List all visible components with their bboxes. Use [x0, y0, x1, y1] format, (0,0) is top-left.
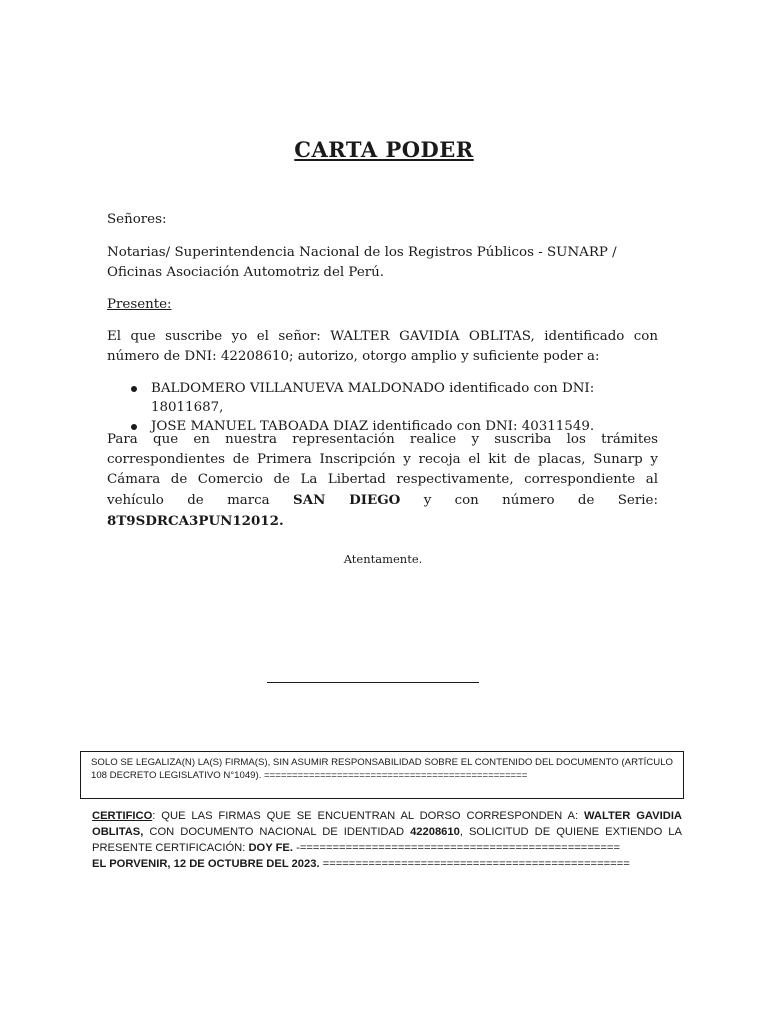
cert-text-1: : QUE LAS FIRMAS QUE SE ENCUENTRAN AL DORSO CORRESPONDEN A: — [152, 810, 584, 822]
legal-notice-box — [80, 751, 684, 799]
attorney-1: BALDOMERO VILLANUEVA MALDONADO identificado con DNI: 18011687, — [151, 381, 595, 415]
vehicle-brand: SAN DIEGO — [293, 492, 401, 508]
cert-label: CERTIFICO — [92, 810, 153, 822]
purpose-paragraph — [107, 430, 658, 532]
cert-dni: 42208610 — [410, 826, 460, 838]
cert-text-2: CON DOCUMENTO NACIONAL DE IDENTIDAD — [143, 826, 411, 838]
vehicle-serie: 8T9SDRCA3PUN12012. — [107, 513, 284, 529]
purpose-text: Para que en nuestra representación realice y suscriba los trámites correspondientes de Primera Inscripción y recoja el kit de placas, Sunarp y Cámara de Comercio de La Libertad respectivamente, correspondiente al vehículo de marca — [107, 432, 658, 508]
cert-name: WALTER GAVIDIA OBLITAS, — [92, 810, 683, 838]
serie-text: y con número de Serie: — [423, 493, 658, 508]
attorneys-list — [107, 379, 667, 436]
signature-line — [267, 682, 479, 683]
cert-place-date: EL PORVENIR, 12 DE OCTUBRE DEL 2023. — [92, 858, 320, 870]
cert-text-3: , SOLICITUD DE QUIENE EXTIENDO LA PRESENTE CERTIFICACIÓN: — [92, 826, 682, 854]
recipients-paragraph: Notarias/ Superintendencia Nacional de los Registros Públicos - SUNARP / Oficinas Asociación Automotriz del Perú. — [107, 245, 617, 280]
list-item — [107, 379, 667, 417]
certification-paragraph — [92, 808, 682, 872]
bullet-icon — [131, 386, 137, 392]
attorney-2: JOSE MANUEL TABOADA DIAZ identificado con DNI: 40311549. — [151, 419, 595, 434]
cert-fill-1: -================================================= — [293, 842, 620, 854]
cert-doy-fe: DOY FE. — [248, 842, 294, 854]
salutation: Señores: — [107, 212, 167, 227]
presente-label: Presente: — [107, 297, 172, 312]
cert-fill-2: =============================================== — [319, 858, 630, 870]
document-title: CARTA PODER — [294, 137, 474, 162]
closing: Atentamente. — [343, 552, 423, 566]
intro-paragraph: El que suscribe yo el señor: WALTER GAVIDIA OBLITAS, identificado con número de DNI: 42208610; autorizo, otorgo amplio y suficiente poder a: — [107, 329, 658, 364]
legal-notice-text: SOLO SE LEGALIZA(N) LA(S) FIRMA(S), SIN ASUMIR RESPONSABILIDAD SOBRE EL CONTENIDO DEL DOCUMENTO (ARTÍCULO 108 DECRETO LEGISLATIVO N°1049). =============================================== — [91, 757, 673, 781]
